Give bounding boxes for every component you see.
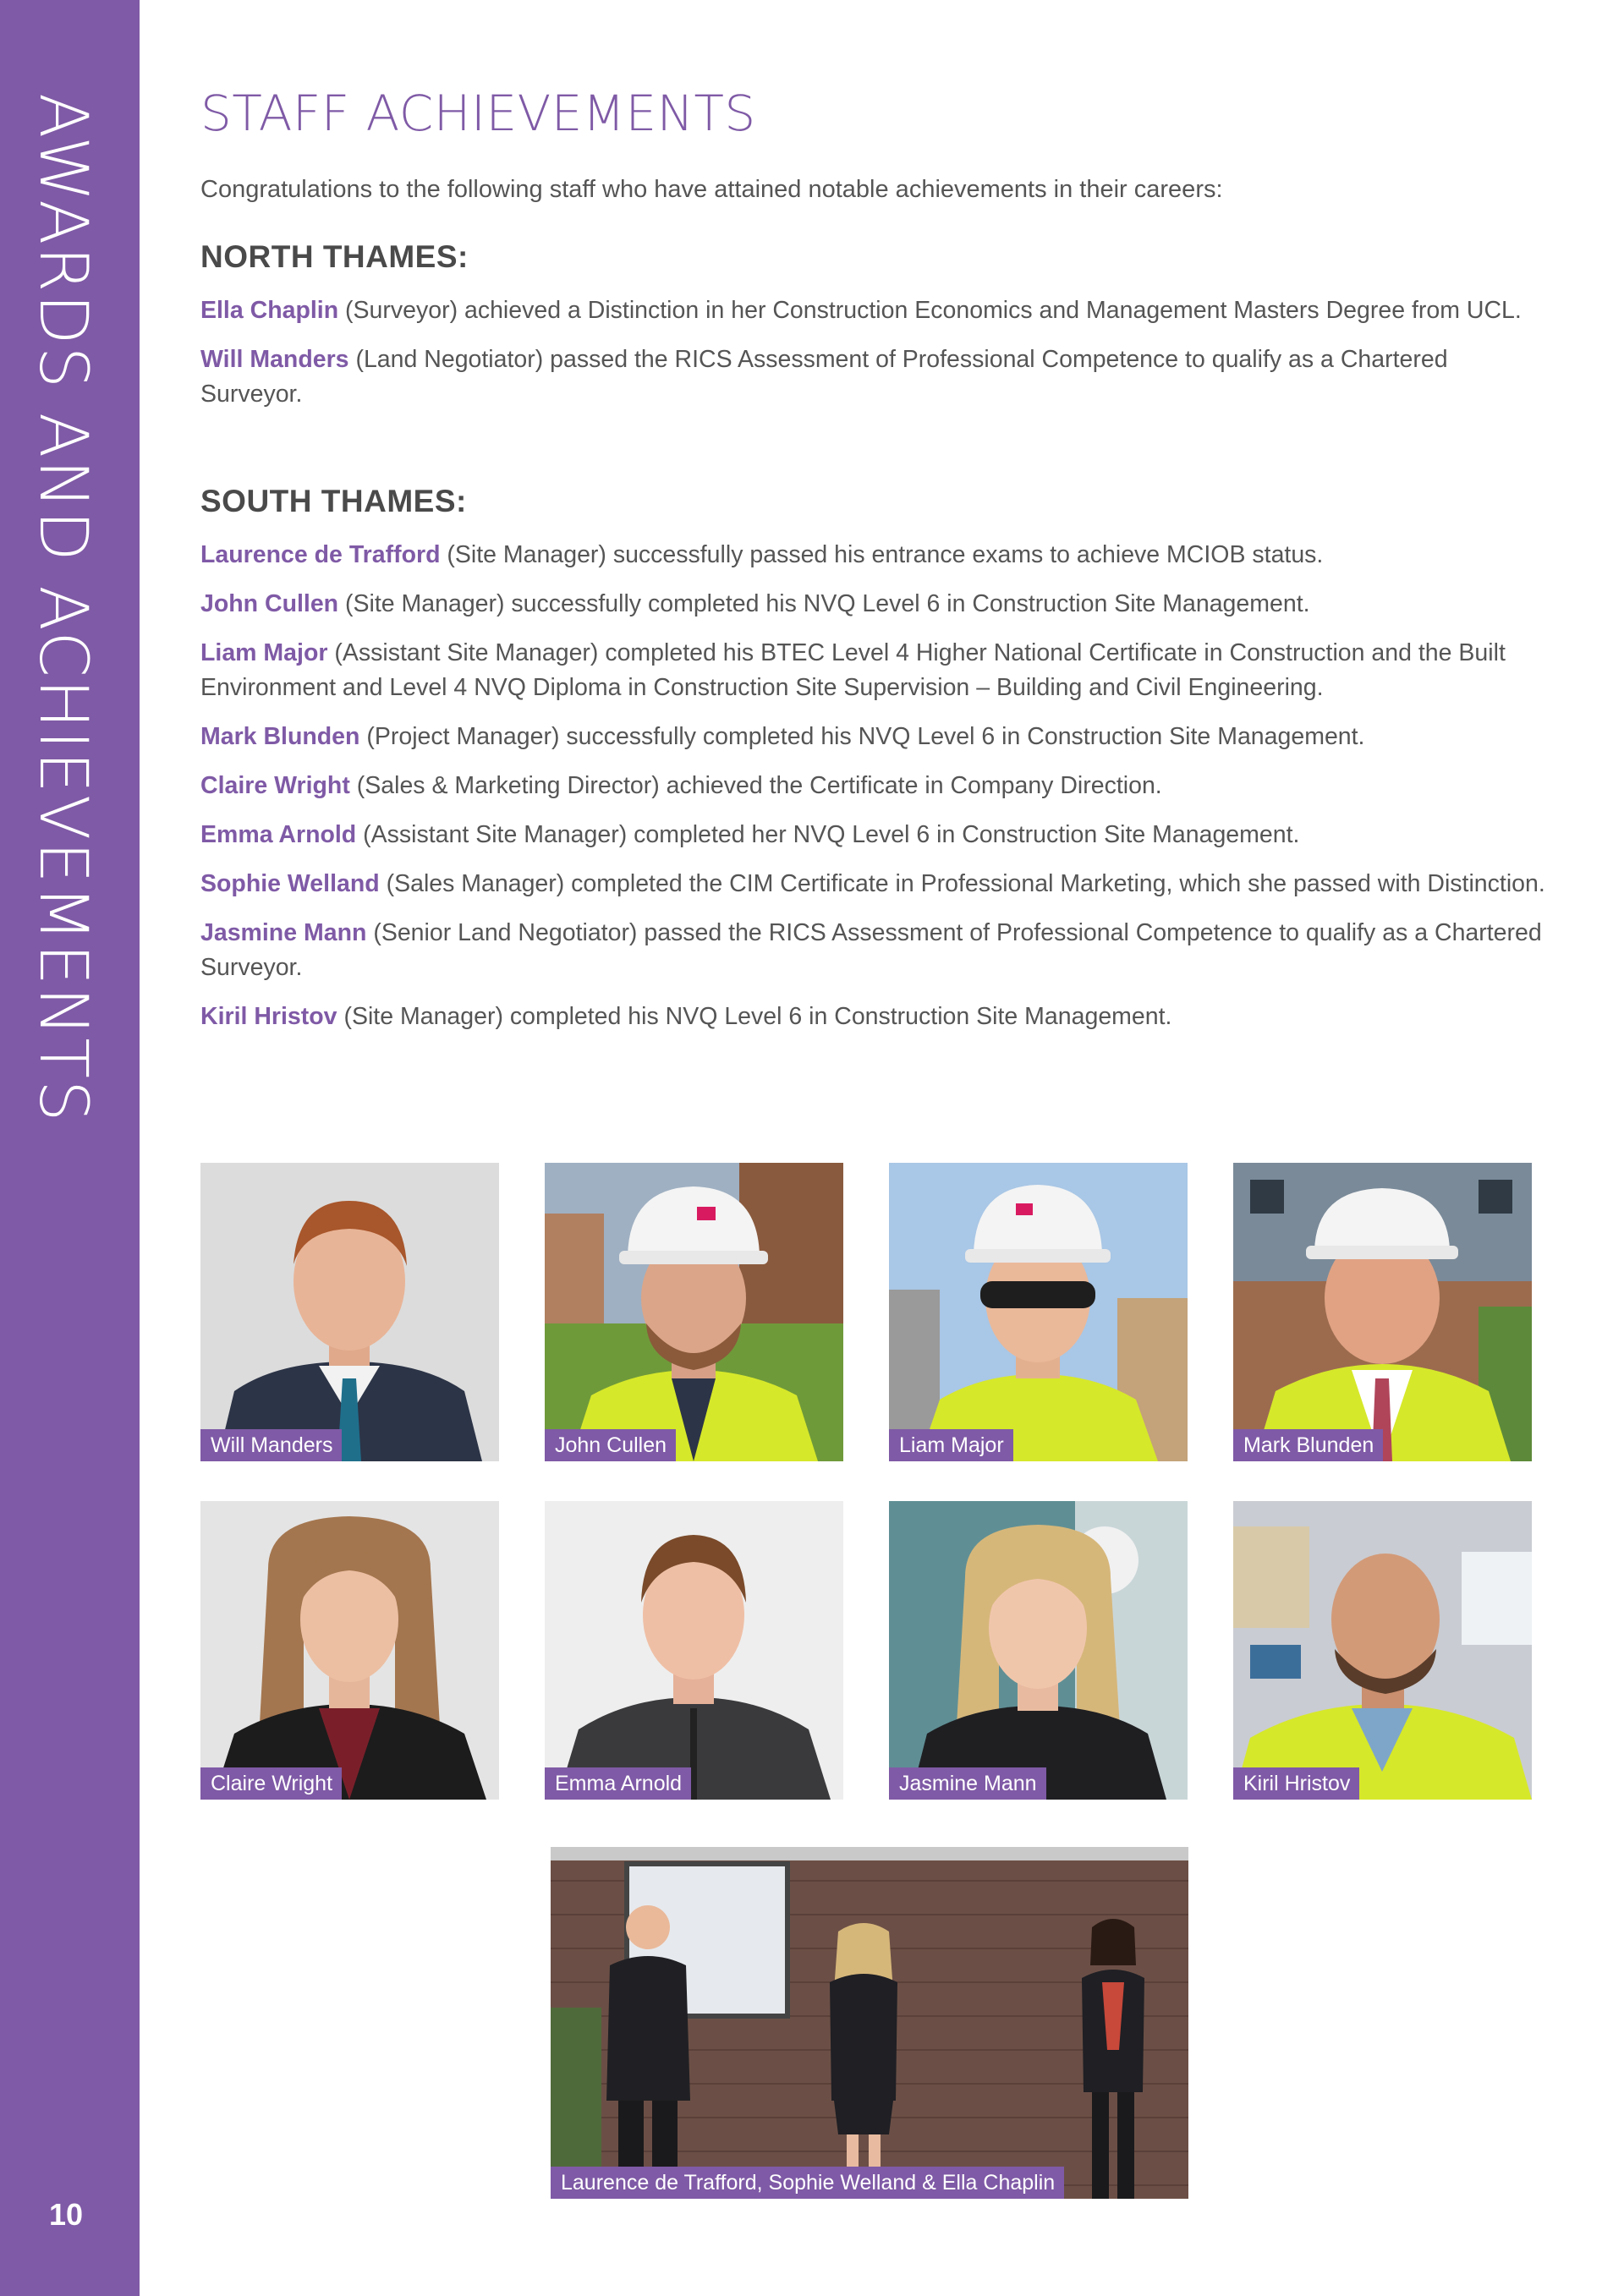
intro-text: Congratulations to the following staff who have attained notable achievements in their careers: (200, 176, 1223, 203)
main-content (200, 85, 1550, 1049)
photo-claire-wright (200, 1501, 499, 1800)
staff-name: Ella Chaplin (200, 297, 339, 324)
portrait-image (889, 1501, 1188, 1800)
photo-caption: Jasmine Mann (889, 1767, 1046, 1800)
achievement-item (200, 342, 1550, 412)
achievement-text: (Land Negotiator) passed the RICS Assessment of Professional Competence to qualify as a Chartered Surveyor. (200, 346, 1448, 408)
staff-name: Mark Blunden (200, 723, 360, 750)
staff-name: Kiril Hristov (200, 1003, 337, 1030)
staff-name: Laurence de Trafford (200, 541, 441, 568)
photo-caption: Mark Blunden (1233, 1429, 1383, 1461)
south-thames-heading: SOUTH THAMES: (200, 484, 467, 518)
staff-name: Claire Wright (200, 772, 350, 799)
achievement-text: (Senior Land Negotiator) passed the RICS Assessment of Professional Competence to qualify as a Chartered Surveyor. (200, 919, 1542, 981)
staff-name: Sophie Welland (200, 870, 380, 897)
photo-caption: John Cullen (545, 1429, 676, 1461)
portrait-image (200, 1501, 499, 1800)
achievement-text: (Site Manager) completed his NVQ Level 6 in Construction Site Management. (337, 1003, 1172, 1030)
achievement-text: (Site Manager) successfully passed his entrance exams to achieve MCIOB status. (440, 541, 1324, 568)
achievement-item (200, 867, 1550, 901)
photo-caption: Kiril Hristov (1233, 1767, 1359, 1800)
achievement-item (200, 1000, 1550, 1034)
photo-john-cullen (545, 1163, 843, 1461)
photo-emma-arnold (545, 1501, 843, 1800)
staff-name: Will Manders (200, 346, 349, 373)
achievement-text: (Surveyor) achieved a Distinction in her Construction Economics and Management Masters Degree from UCL. (338, 297, 1522, 324)
achievement-text: (Sales Manager) completed the CIM Certificate in Professional Marketing, which she passed with Distinction. (379, 870, 1545, 897)
achievement-item (200, 818, 1550, 852)
achievement-item (200, 636, 1550, 705)
portrait-image (1233, 1501, 1532, 1800)
achievement-text: (Assistant Site Manager) completed his BTEC Level 4 Higher National Certificate in Construction and the Built Environment and Level 4 NVQ Diploma in Construction Site Supervision – Building and Civil Engineering. (200, 639, 1506, 701)
staff-name: John Cullen (200, 590, 339, 617)
photo-jasmine-mann (889, 1501, 1188, 1800)
sidebar (0, 0, 140, 2296)
photo-caption: Will Manders (200, 1429, 342, 1461)
photo-caption: Liam Major (889, 1429, 1013, 1461)
page-number: 10 (49, 2197, 84, 2232)
achievement-text: (Site Manager) successfully completed his NVQ Level 6 in Construction Site Management. (338, 590, 1310, 617)
photo-mark-blunden (1233, 1163, 1532, 1461)
achievement-item (200, 587, 1550, 622)
achievement-item (200, 538, 1550, 573)
page-title: STAFF ACHIEVEMENTS (200, 85, 756, 142)
achievement-item (200, 720, 1550, 754)
achievement-item (200, 916, 1550, 985)
photo-caption: Emma Arnold (545, 1767, 691, 1800)
achievement-text: (Sales & Marketing Director) achieved the Certificate in Company Direction. (349, 772, 1162, 799)
photo-caption: Claire Wright (200, 1767, 342, 1800)
photo-kiril-hristov (1233, 1501, 1532, 1800)
portrait-image (889, 1163, 1188, 1461)
group-image (551, 1847, 1188, 2199)
photo-will-manders (200, 1163, 499, 1461)
photo-group (551, 1847, 1188, 2199)
staff-name: Jasmine Mann (200, 919, 367, 946)
photo-liam-major (889, 1163, 1188, 1461)
photo-caption: Laurence de Trafford, Sophie Welland & Ella Chaplin (551, 2167, 1064, 2199)
portrait-image (545, 1163, 843, 1461)
section-title: AWARDS AND ACHIEVEMENTS (25, 93, 101, 1124)
achievement-item (200, 293, 1550, 328)
portrait-image (200, 1163, 499, 1461)
staff-name: Emma Arnold (200, 821, 357, 848)
achievement-text: (Assistant Site Manager) completed her NVQ Level 6 in Construction Site Management. (356, 821, 1300, 848)
achievement-item (200, 769, 1550, 803)
staff-name: Liam Major (200, 639, 328, 666)
portrait-image (1233, 1163, 1532, 1461)
achievement-text: (Project Manager) successfully completed his NVQ Level 6 in Construction Site Management. (359, 723, 1365, 750)
portrait-image (545, 1501, 843, 1800)
north-thames-heading: NORTH THAMES: (200, 239, 469, 274)
